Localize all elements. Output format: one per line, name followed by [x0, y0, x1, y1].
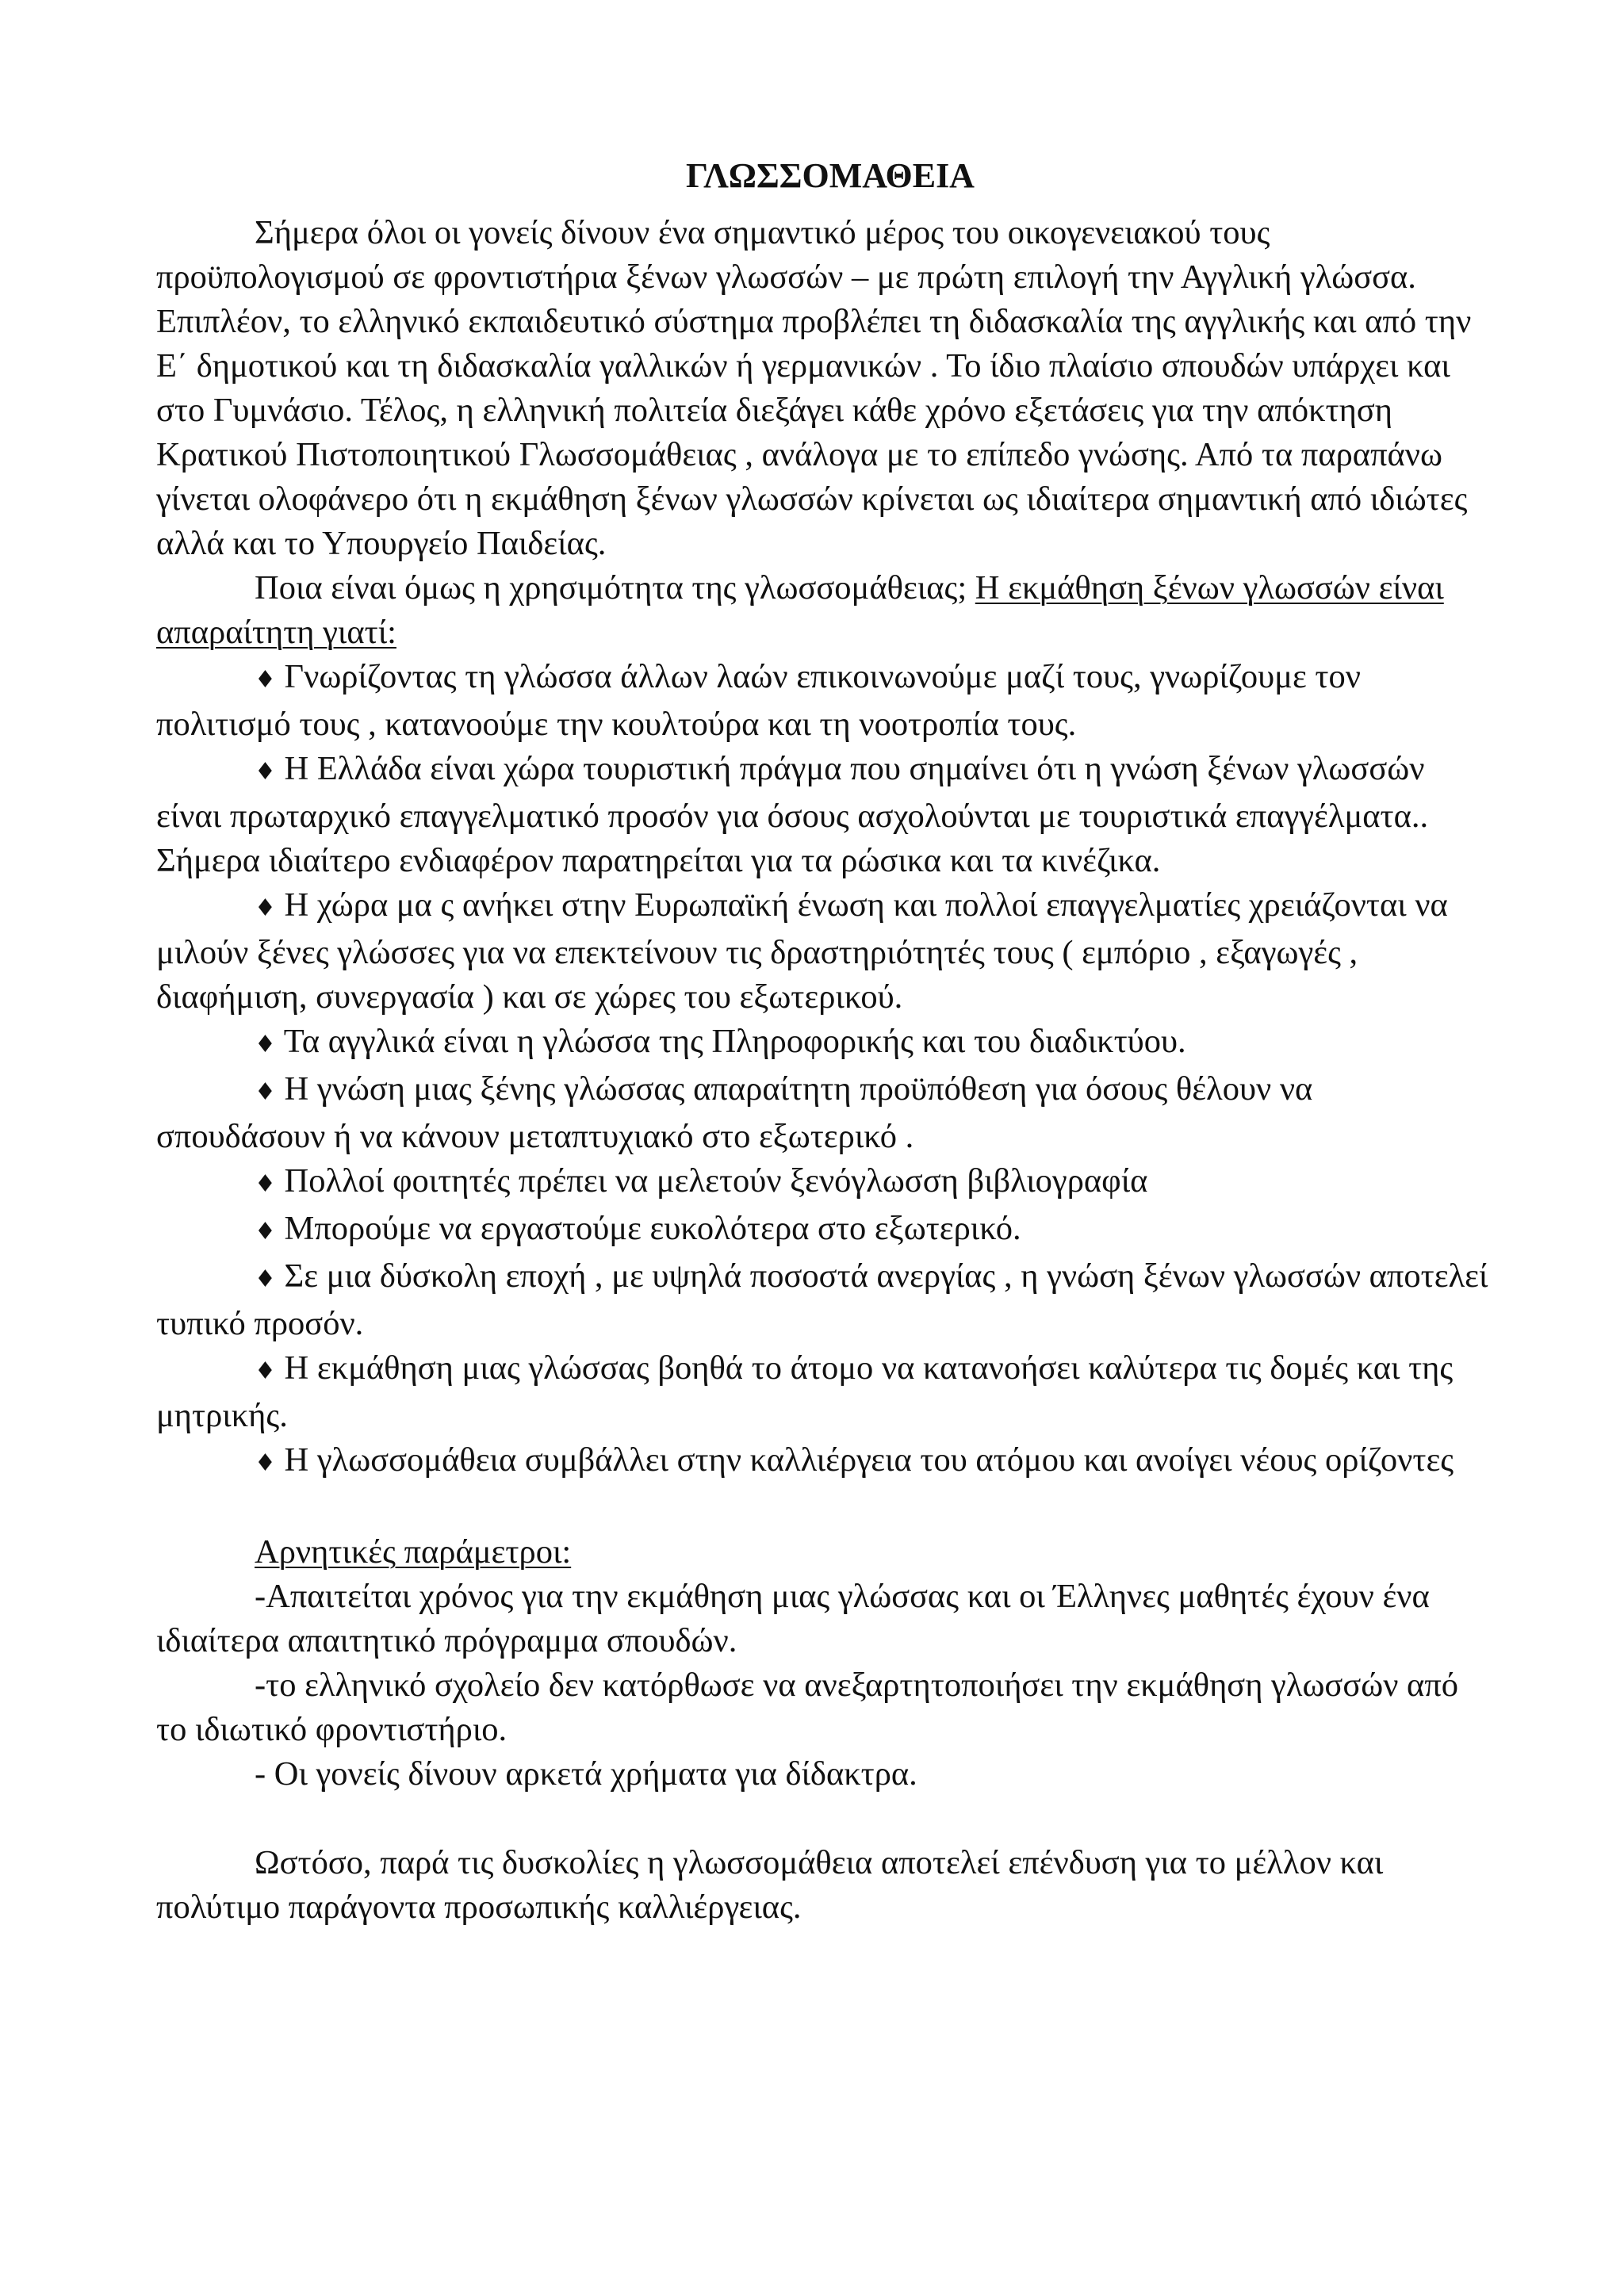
negative-item: -Απαιτείται χρόνος για την εκμάθηση μιας γλώσσας και οι Έλληνες μαθητές έχουν ένα ιδιαίτερα απαιτητικό πρόγραμμα σπουδών.	[156, 1578, 1430, 1659]
benefit-item: ♦ Η εκμάθηση μιας γλώσσας βοηθά το άτομο να κατανοήσει καλύτερα τις δομές και της μητρικής.	[156, 1349, 1454, 1434]
benefit-item: ♦ Πολλοί φοιτητές πρέπει να μελετούν ξενόγλωσση βιβλιογραφία	[255, 1162, 1148, 1200]
benefit-item: ♦ Η χώρα μα ς ανήκει στην Ευρωπαϊκή ένωση και πολλοί επαγγελματίες χρειάζονται να μιλούν ξένες γλώσσες για να επεκτείνουν τις δραστηριότητές τους ( εμπόριο , εξαγωγές , διαφήμιση, συνεργασία ) και σε χώρες του εξωτερικού.	[156, 886, 1448, 1016]
diamond-bullet-icon: ♦	[255, 1265, 276, 1293]
intro-paragraph: Σήμερα όλοι οι γονείς δίνουν ένα σημαντικό μέρος του οικογενειακού τους προϋπολογισμού σε φροντιστήρια ξένων γλωσσών – με πρώτη επιλογή την Αγγλική γλώσσα. Επιπλέον, το ελληνικό εκπαιδευτικό σύστημα προβλέπει τη διδασκαλία της αγγλικής και από την Ε΄ δημοτικού και τη διδασκαλία γαλλικών ή γερμανικών . Το ίδιο πλαίσιο σπουδών υπάρχει και στο Γυμνάσιο. Τέλος, η ελληνική πολιτεία διεξάγει κάθε χρόνο εξετάσεις για την απόκτηση Κρατικού Πιστοποιητικού Γλωσσομάθειας , ανάλογα με το επίπεδο γνώσης. Από τα παραπάνω γίνεται ολοφάνερο ότι η εκμάθηση ξένων γλωσσών κρίνεται ως ιδιαίτερα σημαντική από ιδιώτες αλλά και το Υπουργείο Παιδείας.	[156, 214, 1472, 562]
benefit-item: ♦ Γνωρίζοντας τη γλώσσα άλλων λαών επικοινωνούμε μαζί τους, γνωρίζουμε τον πολιτισμό τους , κατανοούμε την κουλτούρα και τη νοοτροπία τους.	[156, 658, 1361, 743]
benefits-heading: Η εκμάθηση ξένων γλωσσών είναι απαραίτητη γιατί:	[156, 569, 1444, 651]
diamond-bullet-icon: ♦	[255, 1170, 276, 1198]
diamond-bullet-icon: ♦	[255, 1357, 276, 1385]
question-paragraph	[156, 566, 1488, 655]
section-spacer	[156, 1797, 1488, 1841]
document-page	[156, 155, 1488, 1930]
diamond-bullet-icon: ♦	[255, 1031, 276, 1058]
negatives-heading: Αρνητικές παράμετροι:	[255, 1533, 572, 1571]
benefit-item: ♦ Η γλωσσομάθεια συμβάλλει στην καλλιέργεια του ατόμου και ανοίγει νέους ορίζοντες	[255, 1441, 1454, 1479]
diamond-bullet-icon: ♦	[255, 666, 276, 694]
question-text: Ποια είναι όμως η χρησιμότητα της γλωσσομάθειας;	[255, 569, 975, 607]
section-spacer	[156, 1486, 1488, 1530]
conclusion-paragraph: Ωστόσο, παρά τις δυσκολίες η γλωσσομάθεια αποτελεί επένδυση για το μέλλον και πολύτιμο παράγοντα προσωπικής καλλιέργειας.	[156, 1844, 1384, 1926]
diamond-bullet-icon: ♦	[255, 758, 276, 786]
negative-item: - Οι γονείς δίνουν αρκετά χρήματα για δίδακτρα.	[255, 1755, 917, 1793]
diamond-bullet-icon: ♦	[255, 894, 276, 922]
document-title: ΓΛΩΣΣΟΜΑΘΕΙΑ	[686, 156, 975, 195]
diamond-bullet-icon: ♦	[255, 1078, 276, 1106]
negatives-heading-paragraph	[156, 1530, 1488, 1575]
negative-item: -το ελληνικό σχολείο δεν κατόρθωσε να ανεξαρτητοποιήσει την εκμάθηση γλωσσών από το ιδιωτικό φροντιστήριο.	[156, 1667, 1459, 1748]
diamond-bullet-icon: ♦	[255, 1218, 276, 1246]
diamond-bullet-icon: ♦	[255, 1449, 276, 1477]
benefit-item: ♦ Σε μια δύσκολη εποχή , με υψηλά ποσοστά ανεργίας , η γνώση ξένων γλωσσών αποτελεί τυπικό προσόν.	[156, 1257, 1488, 1342]
benefit-item: ♦ Τα αγγλικά είναι η γλώσσα της Πληροφορικής και του διαδικτύου.	[255, 1023, 1186, 1060]
benefit-item: ♦ Η Ελλάδα είναι χώρα τουριστική πράγμα που σημαίνει ότι η γνώση ξένων γλωσσών είναι πρωταρχικό επαγγελματικό προσόν για όσους ασχολούνται με τουριστικά επαγγέλματα.. Σήμερα ιδιαίτερο ενδιαφέρον παρατηρείται για τα ρώσικα και τα κινέζικα.	[156, 750, 1429, 879]
benefit-item: ♦ Η γνώση μιας ξένης γλώσσας απαραίτητη προϋπόθεση για όσους θέλουν να σπουδάσουν ή να κάνουν μεταπτυχιακό στο εξωτερικό .	[156, 1070, 1313, 1155]
benefit-item: ♦ Μπορούμε να εργαστούμε ευκολότερα στο εξωτερικό.	[255, 1210, 1021, 1247]
